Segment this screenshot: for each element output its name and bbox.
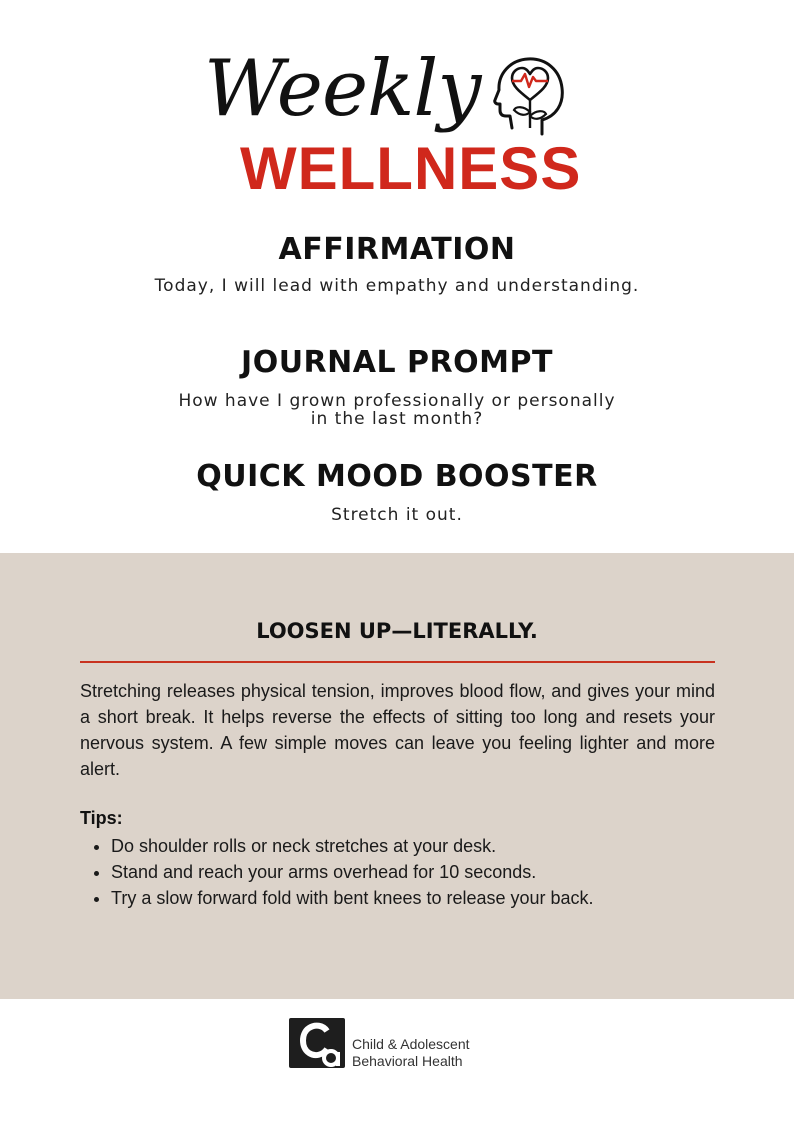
tips-label: Tips:: [80, 808, 123, 828]
footer-org-line-2: Behavioral Health: [352, 1053, 463, 1069]
mood-booster-title: QUICK MOOD BOOSTER: [196, 459, 598, 494]
journal-prompt-title: JOURNAL PROMPT: [241, 345, 553, 380]
tip-item: • Try a slow forward fold with bent knees to release your back.: [111, 885, 731, 911]
panel-body: Stretching releases physical tension, improves blood flow, and gives your mind a short break. It helps reverse the effects of sitting too long and resets your nervous system. A few simple moves can leave you feeling lighter and more alert.: [80, 681, 715, 779]
logo-bold-word: WELLNESS: [240, 135, 582, 202]
journal-prompt-line-2: in the last month?: [310, 409, 484, 429]
tips-panel: [0, 553, 794, 999]
tip-item: • Stand and reach your arms overhead for 10 seconds.: [111, 859, 731, 885]
footer-org-logo: [289, 1018, 519, 1070]
journal-prompt-line-1: How have I grown professionally or personally: [178, 391, 616, 411]
footer-org-name: [352, 1036, 470, 1070]
panel-divider: [80, 661, 715, 663]
mood-booster-text: Stretch it out.: [331, 505, 463, 525]
affirmation-title: AFFIRMATION: [278, 232, 516, 267]
ca-monogram-icon: [289, 1018, 345, 1068]
logo-script-word: Weekly: [204, 44, 481, 134]
affirmation-text: Today, I will lead with empathy and understanding.: [154, 276, 640, 296]
header: [0, 0, 794, 553]
tip-item: • Do shoulder rolls or neck stretches at your desk.: [111, 833, 731, 859]
panel-title: LOOSEN UP—LITERALLY.: [256, 619, 538, 643]
weekly-wellness-logo: [200, 44, 600, 202]
footer-org-line-1: Child & Adolescent: [352, 1036, 470, 1052]
head-heart-icon: [490, 54, 568, 138]
tips-list: [80, 833, 731, 911]
